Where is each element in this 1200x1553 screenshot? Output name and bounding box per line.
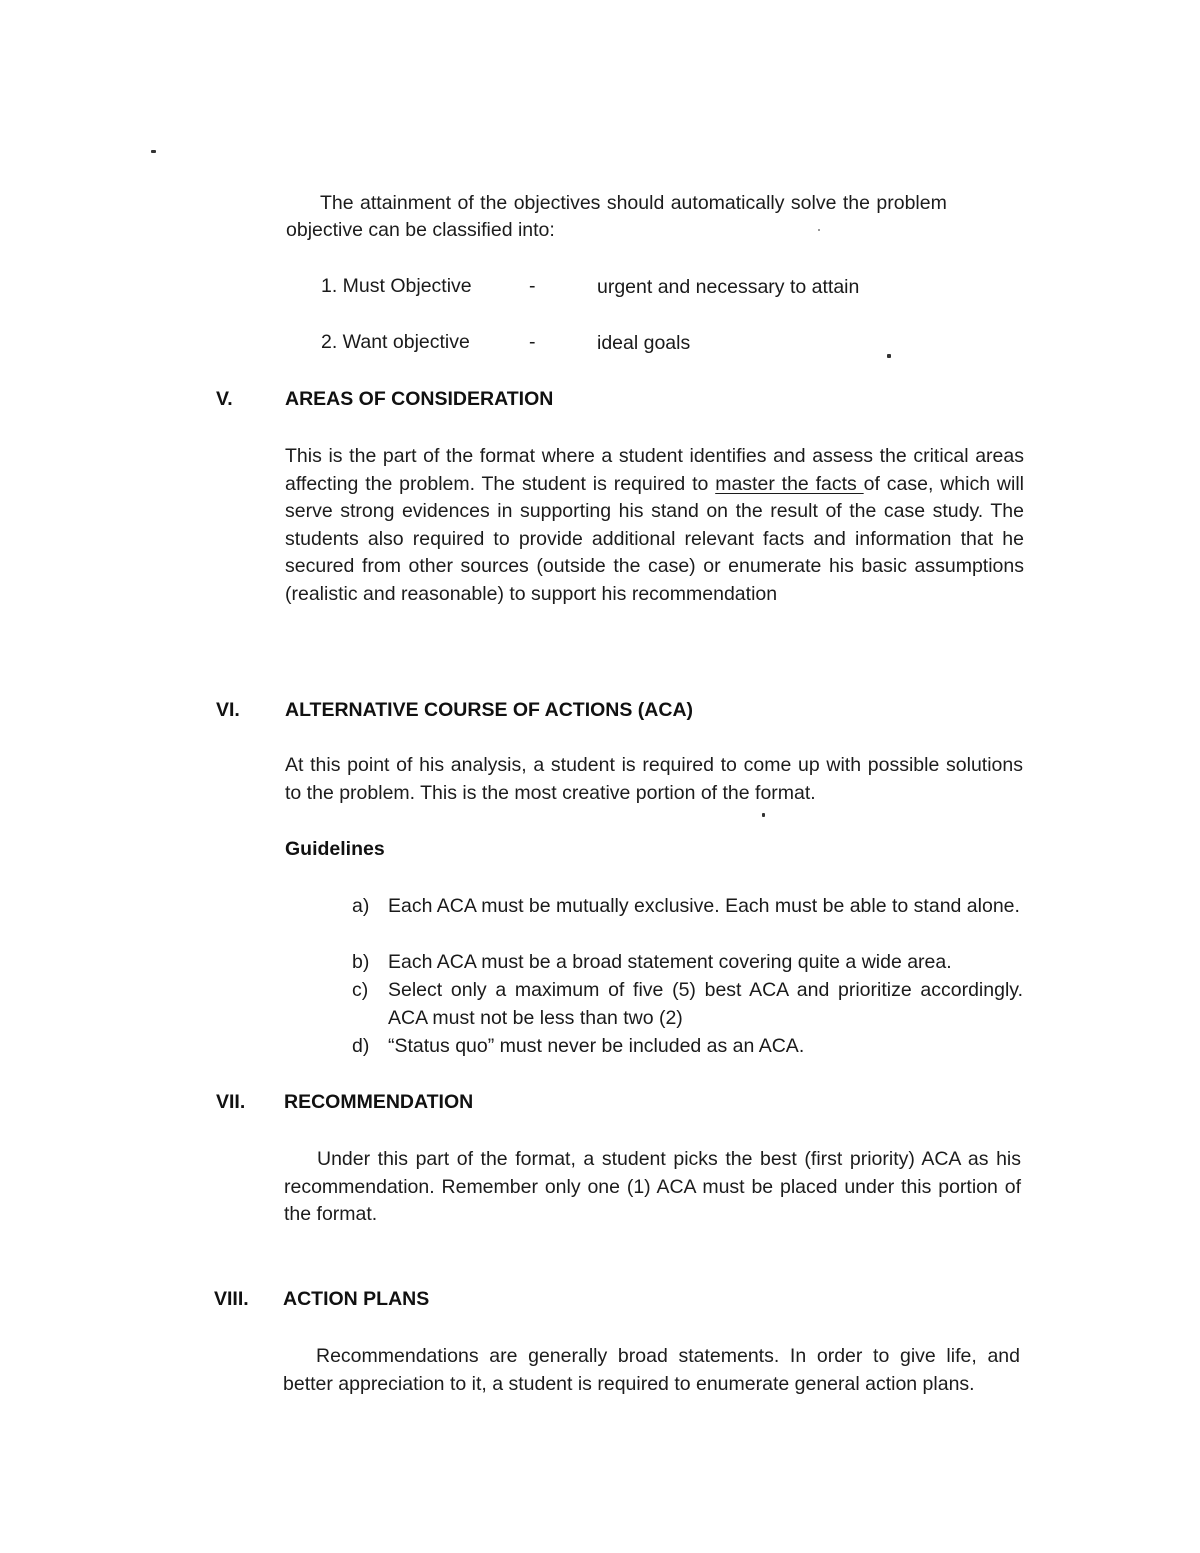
section-v-body-before: This is the part of the format where a student identifies and assess the critical areas affecting the problem. The student is required to [285,445,1024,495]
objective-label: 1. Must Objective [321,275,472,297]
section-viii-body: Recommendations are generally broad statements. In order to give life, and better appreciation to it, a student is required to enumerate general action plans. [283,1345,1020,1395]
section-v-title: AREAS OF CONSIDERATION [285,388,554,410]
guideline-letter: d) [352,1035,370,1057]
guideline-text: “Status quo” must never be included as an ACA. [388,1035,805,1057]
guideline-text: Each ACA must be a broad statement covering quite a wide area. [388,951,952,973]
section-v-body [285,443,1024,609]
guideline-letter: b) [352,951,370,973]
scan-speck [887,354,891,358]
section-vi-number: VI. [216,699,240,721]
section-vi-title: ALTERNATIVE COURSE OF ACTIONS (ACA) [285,699,694,721]
guideline-letter: c) [352,979,369,1001]
objective-desc: ideal goals [597,332,691,354]
intro-line-2: objective can be classified into: [286,219,555,241]
guidelines-title: Guidelines [285,838,385,860]
section-v-body-after: of case, which will serve strong evidences in supporting his stand on the result of the case study. The students also required to provide additional relevant facts and information that he secured from other sources (outside the case) or enumerate his basic assumptions (realistic and reasonable) to support his recommendation [285,472,1024,605]
guideline-text: Select only a maximum of five (5) best ACA and prioritize accordingly. ACA must not be less than two (2) [388,979,1023,1029]
section-vi-body: At this point of his analysis, a student is required to come up with possible solutions to the problem. This is the most creative portion of the format. [285,754,1023,804]
scan-speck [151,150,156,153]
intro-line-1: The attainment of the objectives should automatically solve the problem [320,192,947,214]
section-v-body-underlined: master the facts [715,472,864,495]
guideline-letter: a) [352,895,370,917]
scan-speck [762,813,765,817]
guideline-item [352,977,1023,1032]
guideline-item [352,1033,1023,1061]
section-vii-number: VII. [216,1091,246,1113]
objective-desc: urgent and necessary to attain [597,276,860,298]
objective-dash: - [529,331,536,353]
guideline-item [352,893,1023,921]
section-vii-title: RECOMMENDATION [284,1091,474,1113]
objective-dash: - [529,275,536,297]
section-v-number: V. [216,388,233,410]
section-vii-body: Under this part of the format, a student picks the best (first priority) ACA as his recommendation. Remember only one (1) ACA must be placed under this portion of the format. [284,1148,1021,1226]
section-viii-title: ACTION PLANS [283,1288,430,1310]
guideline-item [352,949,1023,977]
section-viii-number: VIII. [214,1288,249,1310]
guideline-text: Each ACA must be mutually exclusive. Each must be able to stand alone. [388,895,1020,917]
scan-speck [818,229,820,231]
objective-label: 2. Want objective [321,331,470,353]
